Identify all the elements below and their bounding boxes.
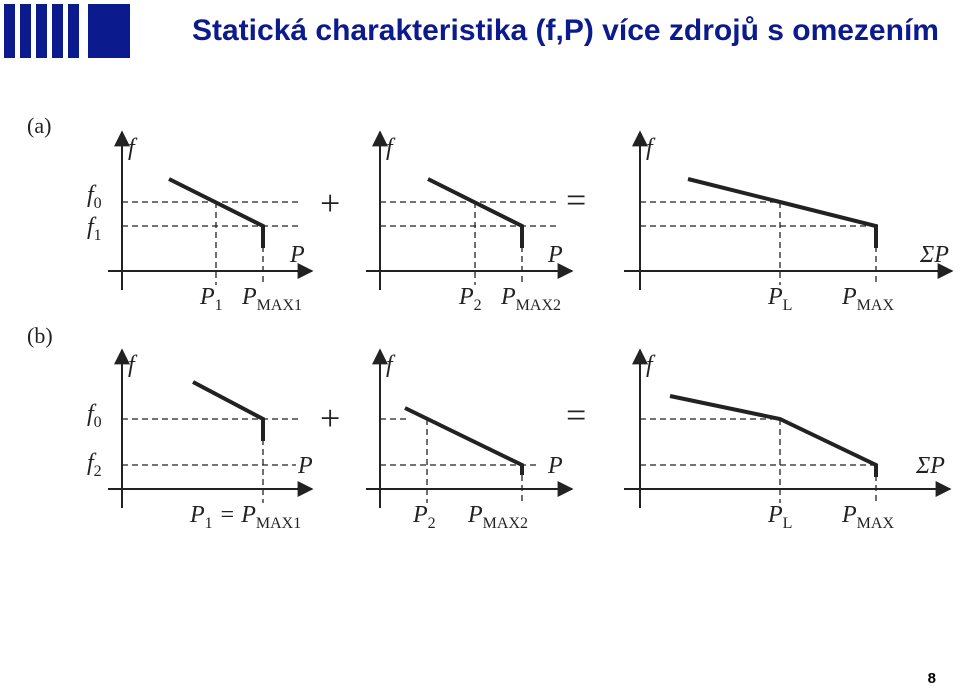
plus-operator-b: + (320, 398, 341, 438)
y-axis-label: f (128, 135, 135, 161)
pl-label: $P_L$ (768, 502, 793, 532)
f0-label: $f_0$ (87, 401, 102, 431)
row-label-a: (a) (27, 113, 52, 138)
equals-operator-b: = (566, 395, 587, 435)
panel-b1 (87, 350, 313, 532)
pmax2-label: $P_{MAX2}$ (468, 502, 529, 532)
pmax1-label: = $P_{MAX1}$ (219, 502, 302, 532)
x-axis-label: ΣP (920, 242, 949, 268)
panel-a2 (366, 132, 572, 314)
pmax-label: $P_{MAX}$ (842, 502, 895, 532)
panel-b3 (624, 350, 950, 532)
y-axis-label: f (386, 352, 393, 378)
p1-label: $P_1$ (190, 502, 213, 532)
x-axis-label: P (290, 242, 305, 268)
p2-label: $P_2$ (459, 284, 482, 314)
pl-label: $P_L$ (768, 284, 793, 314)
x-axis-label: P (298, 453, 313, 479)
characteristic-curve (193, 382, 263, 441)
f1-label: $f_1$ (87, 214, 102, 244)
x-axis-label: P (548, 242, 563, 268)
pmax1-label: $P_{MAX1}$ (242, 284, 303, 314)
y-axis-label: f (128, 352, 135, 378)
x-axis-label: ΣP (916, 453, 945, 479)
page-number: 8 (927, 670, 936, 687)
page-title: Statická charakteristika (f,P) více zdrojů s omezením (192, 14, 939, 47)
panel-a1 (87, 132, 312, 314)
p1-label: $P_1$ (200, 284, 223, 314)
pmax2-label: $P_{MAX2}$ (501, 284, 562, 314)
y-axis-label: f (646, 135, 653, 161)
panel-b2 (366, 350, 572, 532)
plus-operator-a: + (320, 183, 341, 223)
panel-a3 (624, 132, 952, 314)
pmax-label: $P_{MAX}$ (842, 284, 895, 314)
f2-label: $f_2$ (87, 450, 102, 480)
f0-label: $f_0$ (87, 182, 102, 212)
y-axis-label: f (386, 135, 393, 161)
p2-label: $P_2$ (413, 502, 436, 532)
y-axis-label: f (646, 352, 653, 378)
x-axis-label: P (548, 453, 563, 479)
row-label-b: (b) (27, 323, 53, 348)
characteristic-curve (688, 179, 876, 248)
equals-operator-a: = (566, 180, 587, 220)
